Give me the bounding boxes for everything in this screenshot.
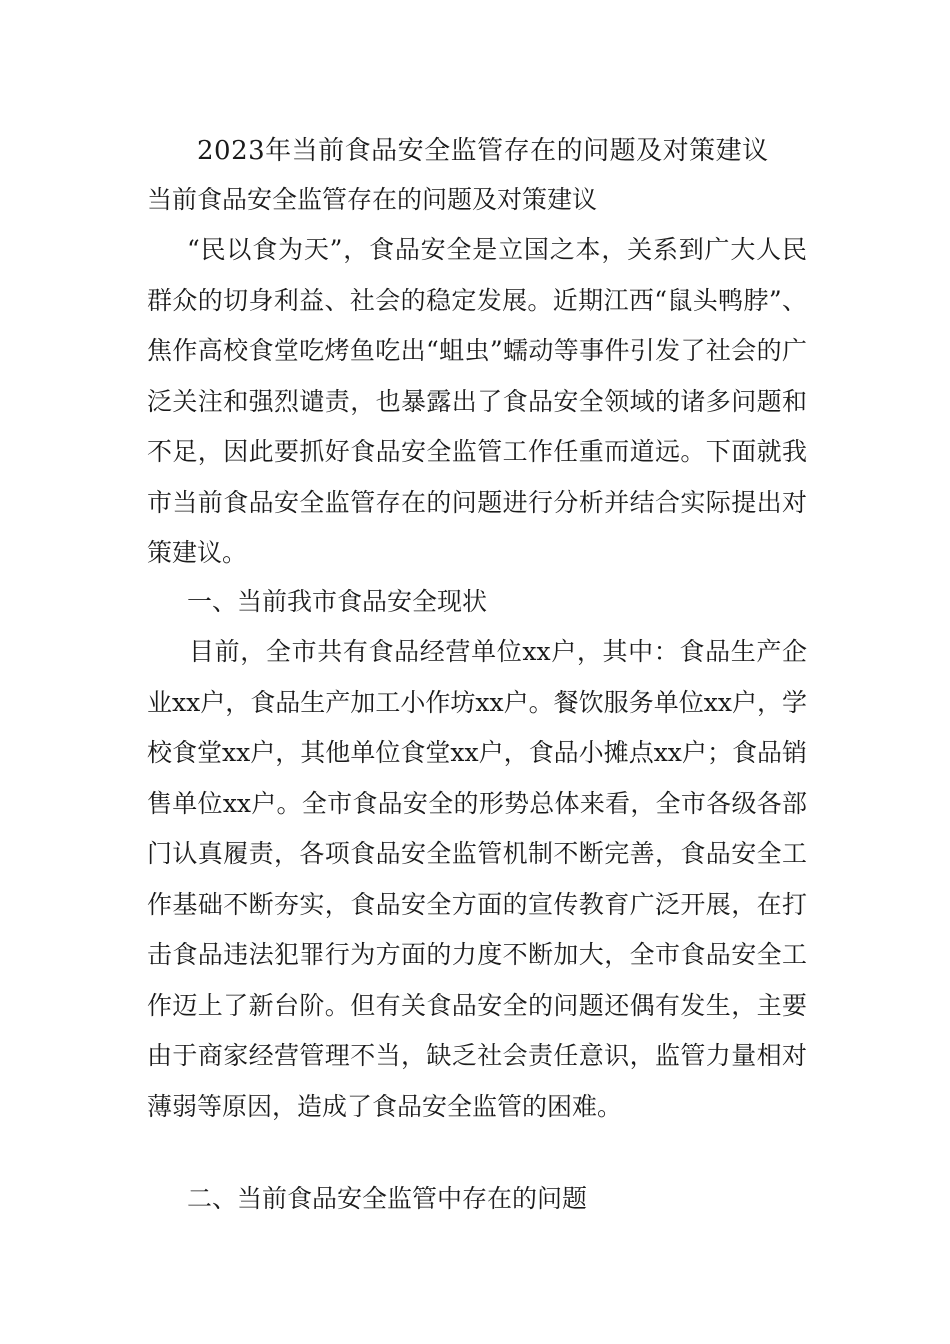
section-heading-2: 二、当前食品安全监管中存在的问题 bbox=[187, 1184, 588, 1213]
intro-paragraph: “民以食为天”，食品安全是立国之本，关系到广大人民群众的切身利益、社会的稳定发展。近期江西“鼠头鸭脖”、焦作高校食堂吃烤鱼吃出“蛆虫”蠕动等事件引发了社会的广泛关注和强烈谴责，也暴露出了食品安全领域的诸多问题和不足，因此要抓好食品安全监管工作任重而道远。下面就我市当前食品安全监管存在的问题进行分析并结合实际提出对策建议。 bbox=[147, 235, 807, 567]
document-subtitle: 当前食品安全监管存在的问题及对策建议 bbox=[147, 185, 598, 214]
document-title: 2023年当前食品安全监管存在的问题及对策建议 bbox=[197, 136, 769, 166]
section-1-paragraph: 目前，全市共有食品经营单位xx户，其中：食品生产企业xx户，食品生产加工小作坊xx户。餐饮服务单位xx户，学校食堂xx户，其他单位食堂xx户，食品小摊点xx户；食品销售单位xx户。全市食品安全的形势总体来看，全市各级各部门认真履责，各项食品安全监管机制不断完善，食品安全工作基础不断夯实，食品安全方面的宣传教育广泛开展，在打击食品违法犯罪行为方面的力度不断加大，全市食品安全工作迈上了新台阶。但有关食品安全的问题还偶有发生，主要由于商家经营管理不当，缺乏社会责任意识，监管力量相对薄弱等原因，造成了食品安全监管的困难。 bbox=[147, 637, 807, 1121]
section-heading-1: 一、当前我市食品安全现状 bbox=[187, 587, 488, 616]
